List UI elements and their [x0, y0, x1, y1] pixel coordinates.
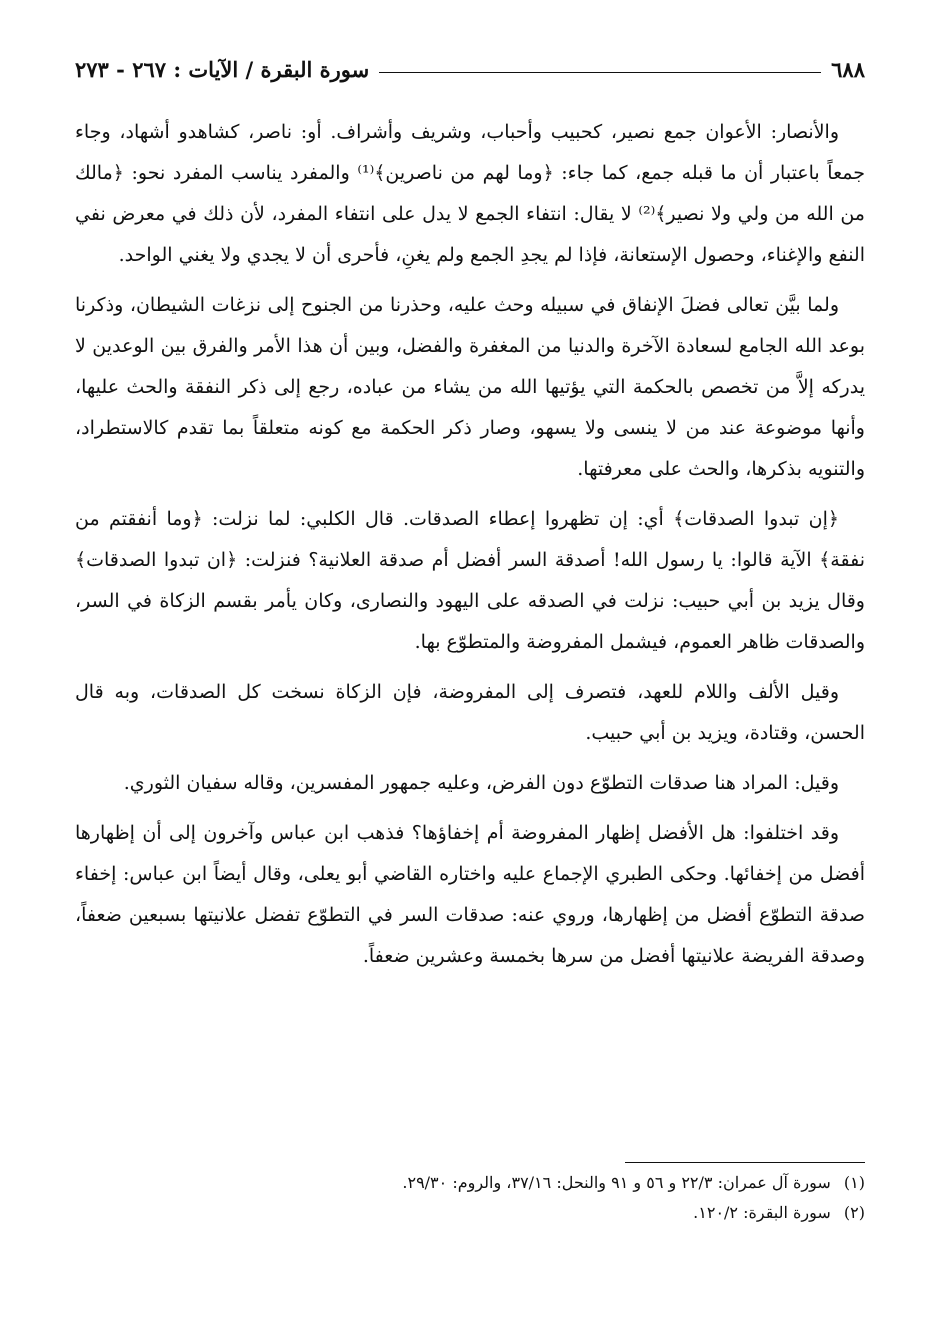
footnote: [75, 1198, 865, 1228]
paragraph: وقد اختلفوا: هل الأفضل إظهار المفروضة أم إخفاؤها؟ فذهب ابن عباس وآخرون إلى أن إظهارها أفضل من إخفائها. وحكى الطبري الإجماع عليه واختاره القاضي أبو يعلى، وقال أيضاً ابن عباس: إخفاء صدقة التطوّع أفضل من إظهارها، وروي عنه: صدقات السر في التطوّع تفضل علانيتها بسبعين ضعفاً، وصدقة الفريضة علانيتها أفضل من سرها بخمسة وعشرين ضعفاً.: [75, 822, 865, 967]
page-header: [75, 52, 865, 86]
footnote-text: سورة البقرة: ١٢٠/٢.: [693, 1203, 831, 1222]
page-number: ٦٨٨: [831, 56, 865, 82]
paragraph: وقيل الألف واللام للعهد، فتصرف إلى المفروضة، فإن الزكاة نسخت كل الصدقات، وبه قال الحسن، وقتادة، ويزيد بن أبي حبيب.: [75, 681, 865, 744]
footnote: [75, 1168, 865, 1198]
footnote-rule: [625, 1162, 865, 1163]
footnote-text: سورة آل عمران: ٢٢/٣ و ٥٦ و ٩١ والنحل: ٣٧/١٦، والروم: ٢٩/٣٠.: [402, 1173, 831, 1192]
footnote-number: (١): [843, 1173, 865, 1192]
body-text: [75, 112, 865, 986]
paragraph: والأنصار: الأعوان جمع نصير، كحبيب وأحباب، وشريف وأشراف. أو: ناصر، كشاهدو أشهاد، وجاء جمعاً باعتبار أن ما قبله جمع، كما جاء: ﴿وما لهم من ناصرين﴾⁽¹⁾ والمفرد يناسب المفرد نحو: ﴿مالك من الله من ولي ولا نصير﴾⁽²⁾ لا يقال: انتفاء الجمع لا يدل على انتفاء المفرد، لأن ذلك في معرض نفي النفع والإغناء، وحصول الإستعانة، فإذا لم يجدِ الجمع ولم يغنِ، فأحرى أن لا يجدي ولا يغني الواحد.: [75, 121, 865, 266]
header-rule: [379, 72, 821, 73]
footnotes: [75, 1168, 865, 1228]
paragraph: ﴿إن تبدوا الصدقات﴾ أي: إن تظهروا إعطاء الصدقات. قال الكلبي: لما نزلت: ﴿وما أنفقتم من نفقة﴾ الآية قالوا: يا رسول الله! أصدقة السر أفضل أم صدقة العلانية؟ فنزلت: ﴿ان تبدوا الصدقات﴾ وقال يزيد بن أبي حبيب: نزلت في الصدقه على اليهود والنصارى، وكان يأمر بقسم الزكاة في السر، والصدقات ظاهر العموم، فيشمل المفروضة والمتطوّع بها.: [75, 508, 865, 653]
running-title: سورة البقرة / الآيات : ٢٦٧ - ٢٧٣: [75, 56, 370, 82]
footnote-number: (٢): [843, 1203, 865, 1222]
paragraph: وقيل: المراد هنا صدقات التطوّع دون الفرض، وعليه جمهور المفسرين، وقاله سفيان الثوري.: [123, 772, 839, 794]
paragraph: ولما بيَّن تعالى فضلَ الإنفاق في سبيله وحث عليه، وحذرنا من الجنوح إلى نزغات الشيطان، وذكرنا بوعد الله الجامع لسعادة الآخرة والدنيا من المغفرة والفضل، وبين أن هذا الأمر والفرق بين الوعدين لا يدركه إلاَّ من تخصص بالحكمة التي يؤتيها الله من يشاء من عباده، رجع إلى ذكر النفقة والحث عليها، وأنها موضوعة عند من لا ينسى ولا يسهو، وصار ذكر الحكمة مع كونه متعلقاً بما تقدم كالاستطراد، والتنويه بذكرها، والحث على معرفتها.: [75, 294, 865, 480]
